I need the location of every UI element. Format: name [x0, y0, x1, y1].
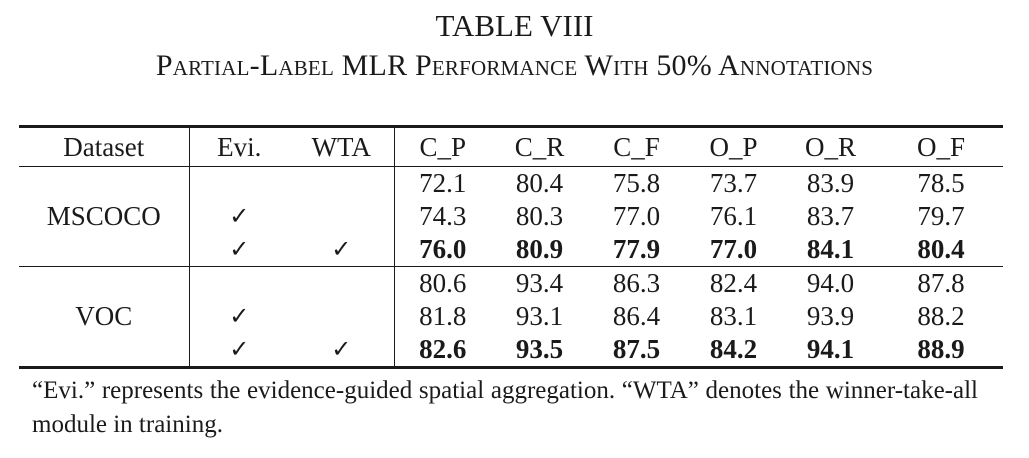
- wta-check-cell: [289, 300, 394, 333]
- value-cell-best: 87.5: [612, 334, 661, 364]
- value-cell: 93.9: [806, 301, 855, 331]
- value-cell: 86.3: [588, 267, 685, 301]
- value-cell: 93.1: [515, 301, 564, 331]
- value-cell: 93.4: [491, 267, 588, 301]
- evi-check-cell: [189, 167, 289, 201]
- value-cell: 94.0: [782, 267, 879, 301]
- value-cell: 79.7: [917, 201, 965, 231]
- table-footnote: “Evi.” represents the evidence-guided spatial aggregation. “WTA” denotes the winner-take-all module in training.: [32, 377, 978, 438]
- value-cell: 80.4: [491, 167, 588, 201]
- value-cell-best: 82.6: [419, 334, 467, 364]
- column-header: C_F: [588, 127, 685, 167]
- column-header: O_R: [782, 127, 879, 167]
- column-header: Dataset: [19, 127, 189, 167]
- value-cell-best: 84.1: [806, 234, 855, 264]
- table-row: [19, 267, 1003, 301]
- header-row: [19, 127, 1003, 167]
- value-cell-best: 84.2: [709, 334, 758, 364]
- value-cell-best: 77.0: [709, 234, 758, 264]
- value-cell: 78.5: [879, 167, 1003, 201]
- evi-check-cell: ✓: [229, 202, 250, 230]
- column-header: C_R: [491, 127, 588, 167]
- value-cell-best: 88.9: [917, 334, 965, 364]
- value-cell: 77.0: [612, 201, 661, 231]
- table-row: [19, 167, 1003, 201]
- value-cell-best: 93.5: [515, 334, 564, 364]
- dataset-cell: MSCOCO: [19, 167, 189, 267]
- table-caption: Partial-Label MLR Performance With 50% Annotations: [155, 49, 874, 82]
- value-cell: 80.3: [515, 201, 564, 231]
- evi-check-cell: [189, 267, 289, 301]
- column-header: Evi.: [189, 127, 289, 167]
- evi-check-cell: ✓: [229, 235, 250, 263]
- value-cell-best: 80.4: [917, 234, 965, 264]
- evi-check-cell: ✓: [229, 302, 250, 330]
- value-cell: 80.6: [394, 267, 491, 301]
- value-cell: 72.1: [394, 167, 491, 201]
- value-cell: 81.8: [419, 301, 467, 331]
- value-cell: 73.7: [685, 167, 782, 201]
- value-cell: 75.8: [588, 167, 685, 201]
- wta-check-cell: ✓: [289, 333, 394, 368]
- value-cell: 74.3: [419, 201, 467, 231]
- value-cell: 76.1: [709, 201, 758, 231]
- value-cell: 83.9: [782, 167, 879, 201]
- value-cell-best: 77.9: [612, 234, 661, 264]
- value-cell: 87.8: [879, 267, 1003, 301]
- column-header: C_P: [394, 127, 491, 167]
- wta-check-cell: [289, 167, 394, 201]
- dataset-cell: VOC: [19, 267, 189, 368]
- value-cell-best: 80.9: [515, 234, 564, 264]
- results-table: [19, 125, 1003, 369]
- column-header: O_F: [879, 127, 1003, 167]
- column-header: O_P: [685, 127, 782, 167]
- value-cell: 82.4: [685, 267, 782, 301]
- evi-check-cell: ✓: [229, 335, 250, 363]
- value-cell-best: 76.0: [419, 234, 467, 264]
- wta-check-cell: [289, 267, 394, 301]
- value-cell-best: 94.1: [806, 334, 855, 364]
- wta-check-cell: [289, 200, 394, 233]
- value-cell: 86.4: [612, 301, 661, 331]
- value-cell: 83.1: [709, 301, 758, 331]
- wta-check-cell: ✓: [289, 233, 394, 267]
- column-header: WTA: [289, 127, 394, 167]
- table-number: TABLE VIII: [435, 8, 594, 43]
- value-cell: 88.2: [917, 301, 965, 331]
- value-cell: 83.7: [806, 201, 855, 231]
